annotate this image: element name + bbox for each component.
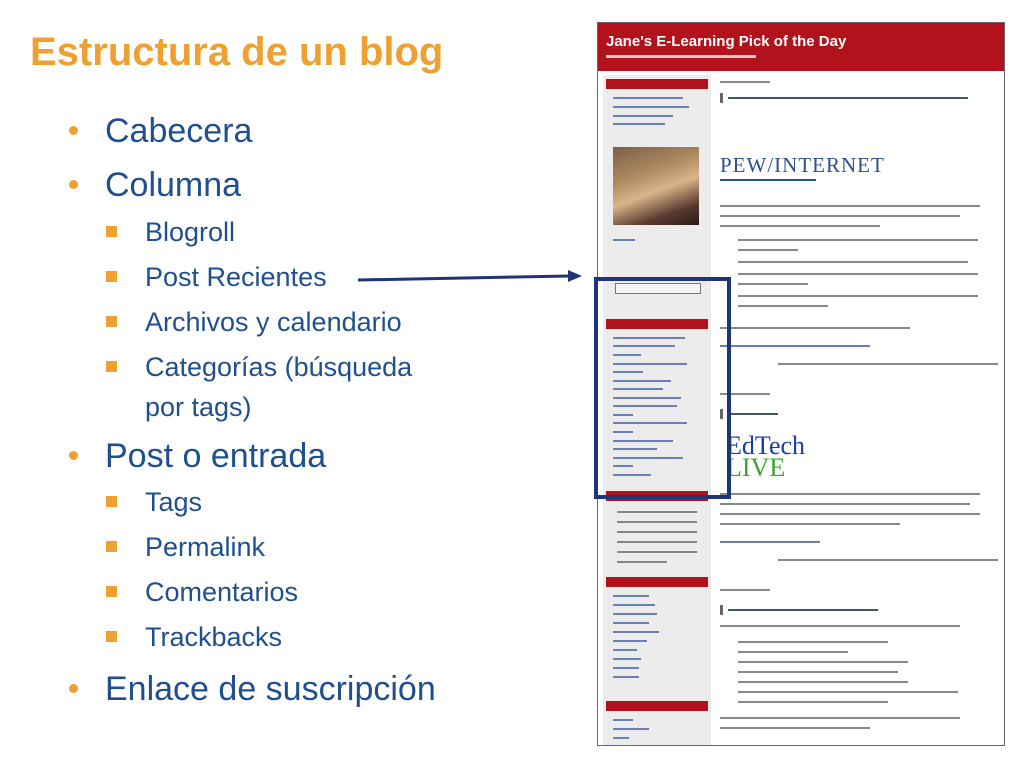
sub-bullet-post-recientes [145, 261, 327, 293]
post-text-line [720, 493, 980, 495]
post-date [720, 81, 770, 83]
sidebar-link [613, 115, 673, 117]
sidebar-link [613, 97, 683, 99]
post-text-line [738, 273, 978, 275]
post-text-line [738, 701, 888, 703]
author-photo [613, 147, 699, 225]
calendar-row [617, 561, 667, 563]
sidebar-link [613, 737, 629, 739]
sidebar-link [613, 422, 687, 424]
sub-bullet-label: Permalink [145, 532, 266, 562]
sidebar-link [613, 363, 687, 365]
sidebar-link [613, 106, 689, 108]
sub-bullet-label: Comentarios [145, 577, 299, 607]
bullet-square-icon [106, 361, 117, 372]
sidebar-link [613, 649, 637, 651]
slide-title: Estructura de un blog [30, 30, 444, 74]
post-text-line [738, 295, 978, 297]
edtech-logo-text: EdTech [726, 431, 806, 460]
bullet-dot-icon [69, 451, 78, 460]
bullet-post-entrada [105, 437, 326, 476]
post-text-line [738, 249, 798, 251]
sub-bullet-label: Post Recientes [145, 262, 327, 292]
sidebar-link [613, 371, 643, 373]
sub-bullet-blogroll [145, 216, 235, 248]
sub-bullet-categorias-cont [145, 391, 252, 423]
sidebar-link [613, 457, 683, 459]
post-link [720, 345, 870, 347]
bullet-square-icon [106, 496, 117, 507]
sidebar-link [613, 414, 633, 416]
sub-bullet-categorias [145, 351, 412, 383]
post-title [728, 413, 778, 415]
post-text-line [738, 661, 908, 663]
bullet-cabecera [105, 112, 252, 151]
post-title-bar [720, 93, 723, 103]
sidebar-categories-header [606, 701, 708, 711]
sidebar-link [613, 345, 675, 347]
calendar-row [617, 541, 697, 543]
post-text-line [720, 625, 960, 627]
sidebar-link [613, 337, 685, 339]
post-title [728, 609, 878, 611]
bullet-columna [105, 166, 241, 205]
post-footer [778, 363, 998, 365]
sidebar-links-header [606, 79, 708, 89]
sidebar-link [613, 388, 663, 390]
post-text-line [738, 283, 808, 285]
bullet-dot-icon [69, 180, 78, 189]
subscribe-badge-icon [615, 283, 701, 294]
post-date [720, 589, 770, 591]
sub-bullet-tags [145, 486, 202, 518]
blog-subtitle-line [606, 55, 756, 58]
bullet-square-icon [106, 586, 117, 597]
bullet-dot-icon [69, 126, 78, 135]
sidebar-link [613, 354, 641, 356]
bullet-dot-icon [69, 684, 78, 693]
post-text-line [738, 651, 848, 653]
post-title-bar [720, 605, 723, 615]
post-text-line [738, 691, 958, 693]
sidebar-calendar-header [606, 491, 708, 501]
bullet-enlace-suscripcion [105, 670, 436, 709]
blog-screenshot [597, 22, 1005, 746]
sidebar-link [613, 474, 651, 476]
post-text-line [738, 305, 828, 307]
sidebar-link [613, 604, 655, 606]
sidebar-link [613, 676, 639, 678]
bullet-square-icon [106, 316, 117, 327]
sidebar-link [613, 631, 659, 633]
post-title [728, 97, 968, 99]
post-title-bar [720, 409, 723, 419]
post-footer [778, 745, 998, 746]
post-date [720, 393, 770, 395]
sub-bullet-trackbacks [145, 621, 282, 653]
post-text-line [720, 327, 910, 329]
sub-bullet-label: Tags [145, 487, 203, 517]
sidebar-link [613, 465, 633, 467]
sidebar-link [613, 239, 635, 241]
post-text-line [738, 261, 968, 263]
bullet-square-icon [106, 226, 117, 237]
post-text-line [720, 503, 970, 505]
sidebar-link [613, 658, 641, 660]
bullet-label: Cabecera [105, 112, 253, 150]
sidebar-link [613, 448, 657, 450]
sidebar-link [613, 728, 649, 730]
sidebar-link [613, 405, 677, 407]
sidebar-recent-posts-header [606, 319, 708, 329]
bullet-square-icon [106, 541, 117, 552]
edtech-logo-live: LIVE [726, 453, 786, 482]
sub-bullet-label: Categorías (búsqueda [145, 352, 413, 382]
sidebar-link [613, 380, 671, 382]
bullet-square-icon [106, 271, 117, 282]
post-text-line [720, 513, 980, 515]
sub-bullet-archivos [145, 306, 402, 338]
post-text-line [720, 205, 980, 207]
blog-main-column [718, 75, 1003, 745]
calendar-row [617, 551, 697, 553]
sidebar-archives-header [606, 577, 708, 587]
sub-bullet-label: Blogroll [145, 217, 236, 247]
post-text-line [720, 717, 960, 719]
bullet-label: Post o entrada [105, 437, 327, 475]
blog-header [598, 23, 1004, 71]
bullet-label: Enlace de suscripción [105, 670, 436, 708]
calendar-row [617, 511, 697, 513]
post-link [720, 541, 820, 543]
bullet-square-icon [106, 631, 117, 642]
sidebar-link [613, 431, 633, 433]
post-text-line [720, 523, 900, 525]
sidebar-link [613, 667, 639, 669]
pew-logo-subtitle [720, 179, 816, 181]
post-footer [778, 559, 998, 561]
sub-bullet-label: Archivos y calendario [145, 307, 402, 337]
sidebar-link [613, 613, 657, 615]
sidebar-link [613, 595, 649, 597]
blog-sidebar [603, 75, 711, 745]
post-text-line [738, 671, 898, 673]
sidebar-link [613, 123, 665, 125]
blog-title: Jane's E-Learning Pick of the Day [606, 33, 847, 50]
bullet-label: Columna [105, 166, 242, 204]
calendar-row [617, 531, 697, 533]
sidebar-link [613, 440, 673, 442]
post-text-line [738, 239, 978, 241]
sidebar-link [613, 719, 633, 721]
sub-bullet-permalink [145, 531, 265, 563]
calendar-row [617, 521, 697, 523]
post-text-line [738, 681, 908, 683]
sidebar-link [613, 397, 681, 399]
post-text-line [720, 727, 870, 729]
sidebar-link [613, 640, 647, 642]
post-text-line [720, 215, 960, 217]
edtech-logo [726, 431, 806, 482]
post-text-line [720, 225, 880, 227]
sub-bullet-label: Trackbacks [145, 622, 283, 652]
pew-logo: PEW/INTERNET [720, 153, 885, 177]
sidebar-link [613, 622, 649, 624]
sub-bullet-label: por tags) [145, 392, 252, 422]
post-text-line [738, 641, 888, 643]
sub-bullet-comentarios [145, 576, 298, 608]
